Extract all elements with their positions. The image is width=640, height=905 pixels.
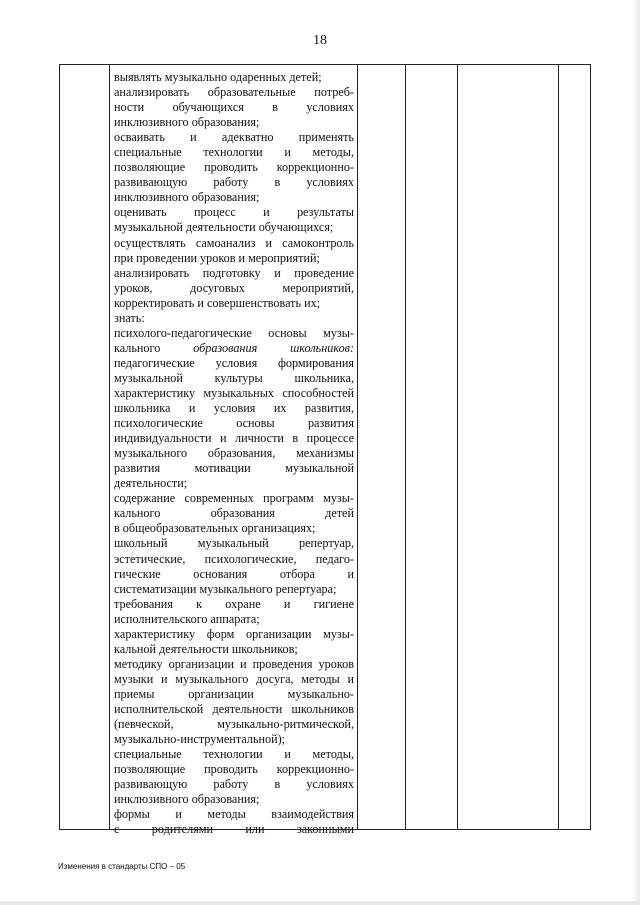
column-divider-5 <box>558 65 559 829</box>
text-line: деятельности; <box>114 476 188 491</box>
text-line: позволяющие проводить коррекционно- <box>114 160 354 175</box>
text-line: музыки и музыкального досуга, методы и <box>114 671 354 686</box>
text-line: индивидуальности и личности в процессе <box>114 431 354 446</box>
text-line: знать: <box>114 310 145 325</box>
text-line: инклюзивного образования; <box>114 792 260 807</box>
text-line: развивающую работу в условиях <box>114 175 354 190</box>
column-divider-2 <box>357 65 358 829</box>
text-line: музыкальной культуры школьника, <box>114 370 354 385</box>
text-line: школьника и условия их развития, <box>114 401 354 416</box>
text-line: формы и методы взаимодействия <box>114 807 354 822</box>
text-line: содержание современных программ музы- <box>114 491 354 506</box>
text-line: инклюзивного образования; <box>114 115 260 130</box>
page-number: 18 <box>313 33 327 48</box>
text-line: специальные технологии и методы, <box>114 747 354 762</box>
scan-bottom-edge <box>0 901 640 905</box>
column-divider-1 <box>109 65 110 829</box>
text-line: систематизации музыкального репертуара; <box>114 581 337 596</box>
text-line: ности обучающихся в условиях <box>114 100 354 115</box>
text-line: корректировать и совершенствовать их; <box>114 295 321 310</box>
text-line: психолого-педагогические основы музы- <box>114 325 354 340</box>
text-line: кального образования школьников: <box>114 340 355 355</box>
text-line: психологические основы развития <box>114 416 354 431</box>
text-line: выявлять музыкально одаренных детей; <box>114 70 322 84</box>
text-line: (певческой, музыкально-ритмической, <box>114 717 354 732</box>
text-line: специальные технологии и методы, <box>114 145 354 160</box>
text-line: кальной деятельности школьников; <box>114 641 298 656</box>
text-line: приемы организации музыкально- <box>114 686 354 701</box>
text-line: осуществлять самоанализ и самоконтроль <box>114 235 354 250</box>
text-line: требования к охране и гигиене <box>114 596 354 611</box>
text-line: характеристику форм организации музы- <box>114 626 354 641</box>
skills-knowledge-cell <box>114 70 354 837</box>
footer-note: Изменения в стандарты СПО – 05 <box>58 862 186 871</box>
competency-table <box>59 64 591 837</box>
text-line: уроков, досуговых мероприятий, <box>114 280 354 295</box>
text-line: развития мотивации музыкальной <box>114 461 354 476</box>
text-line: школьный музыкальный репертуар, <box>114 536 354 551</box>
text-line: инклюзивного образования; <box>114 190 260 205</box>
text-line: оценивать процесс и результаты <box>114 205 354 220</box>
column-divider-4 <box>457 65 458 829</box>
text-line: в общеобразовательных организациях; <box>114 521 316 536</box>
text-line: гические основания отбора и <box>114 566 354 581</box>
text-line: характеристику музыкальных способностей <box>114 385 354 400</box>
text-line: при проведении уроков и мероприятий; <box>114 250 320 265</box>
column-divider-3 <box>405 65 406 829</box>
text-line: педагогические условия формирования <box>114 355 354 370</box>
text-line: исполнительской деятельности школьников <box>114 701 354 716</box>
text-line: эстетические, психологические, педаго- <box>114 551 354 566</box>
text-line: методику организации и проведения уроков <box>114 656 354 671</box>
text-line: музыкально-инструментальной); <box>114 732 286 747</box>
text-line: анализировать подготовку и проведение <box>114 265 354 280</box>
text-line: осваивать и адекватно применять <box>114 130 354 145</box>
text-line: кального образования детей <box>114 506 354 521</box>
text-line: позволяющие проводить коррекционно- <box>114 762 354 777</box>
text-line: развивающую работу в условиях <box>114 777 354 792</box>
text-line: исполнительского аппарата; <box>114 611 260 626</box>
text-line: музыкальной деятельности обучающихся; <box>114 220 334 235</box>
text-line: анализировать образовательные потреб- <box>114 85 354 100</box>
text-line: с родителями или законными <box>114 822 354 837</box>
text-line: музыкального образования, механизмы <box>114 446 354 461</box>
scan-edge <box>632 0 640 905</box>
